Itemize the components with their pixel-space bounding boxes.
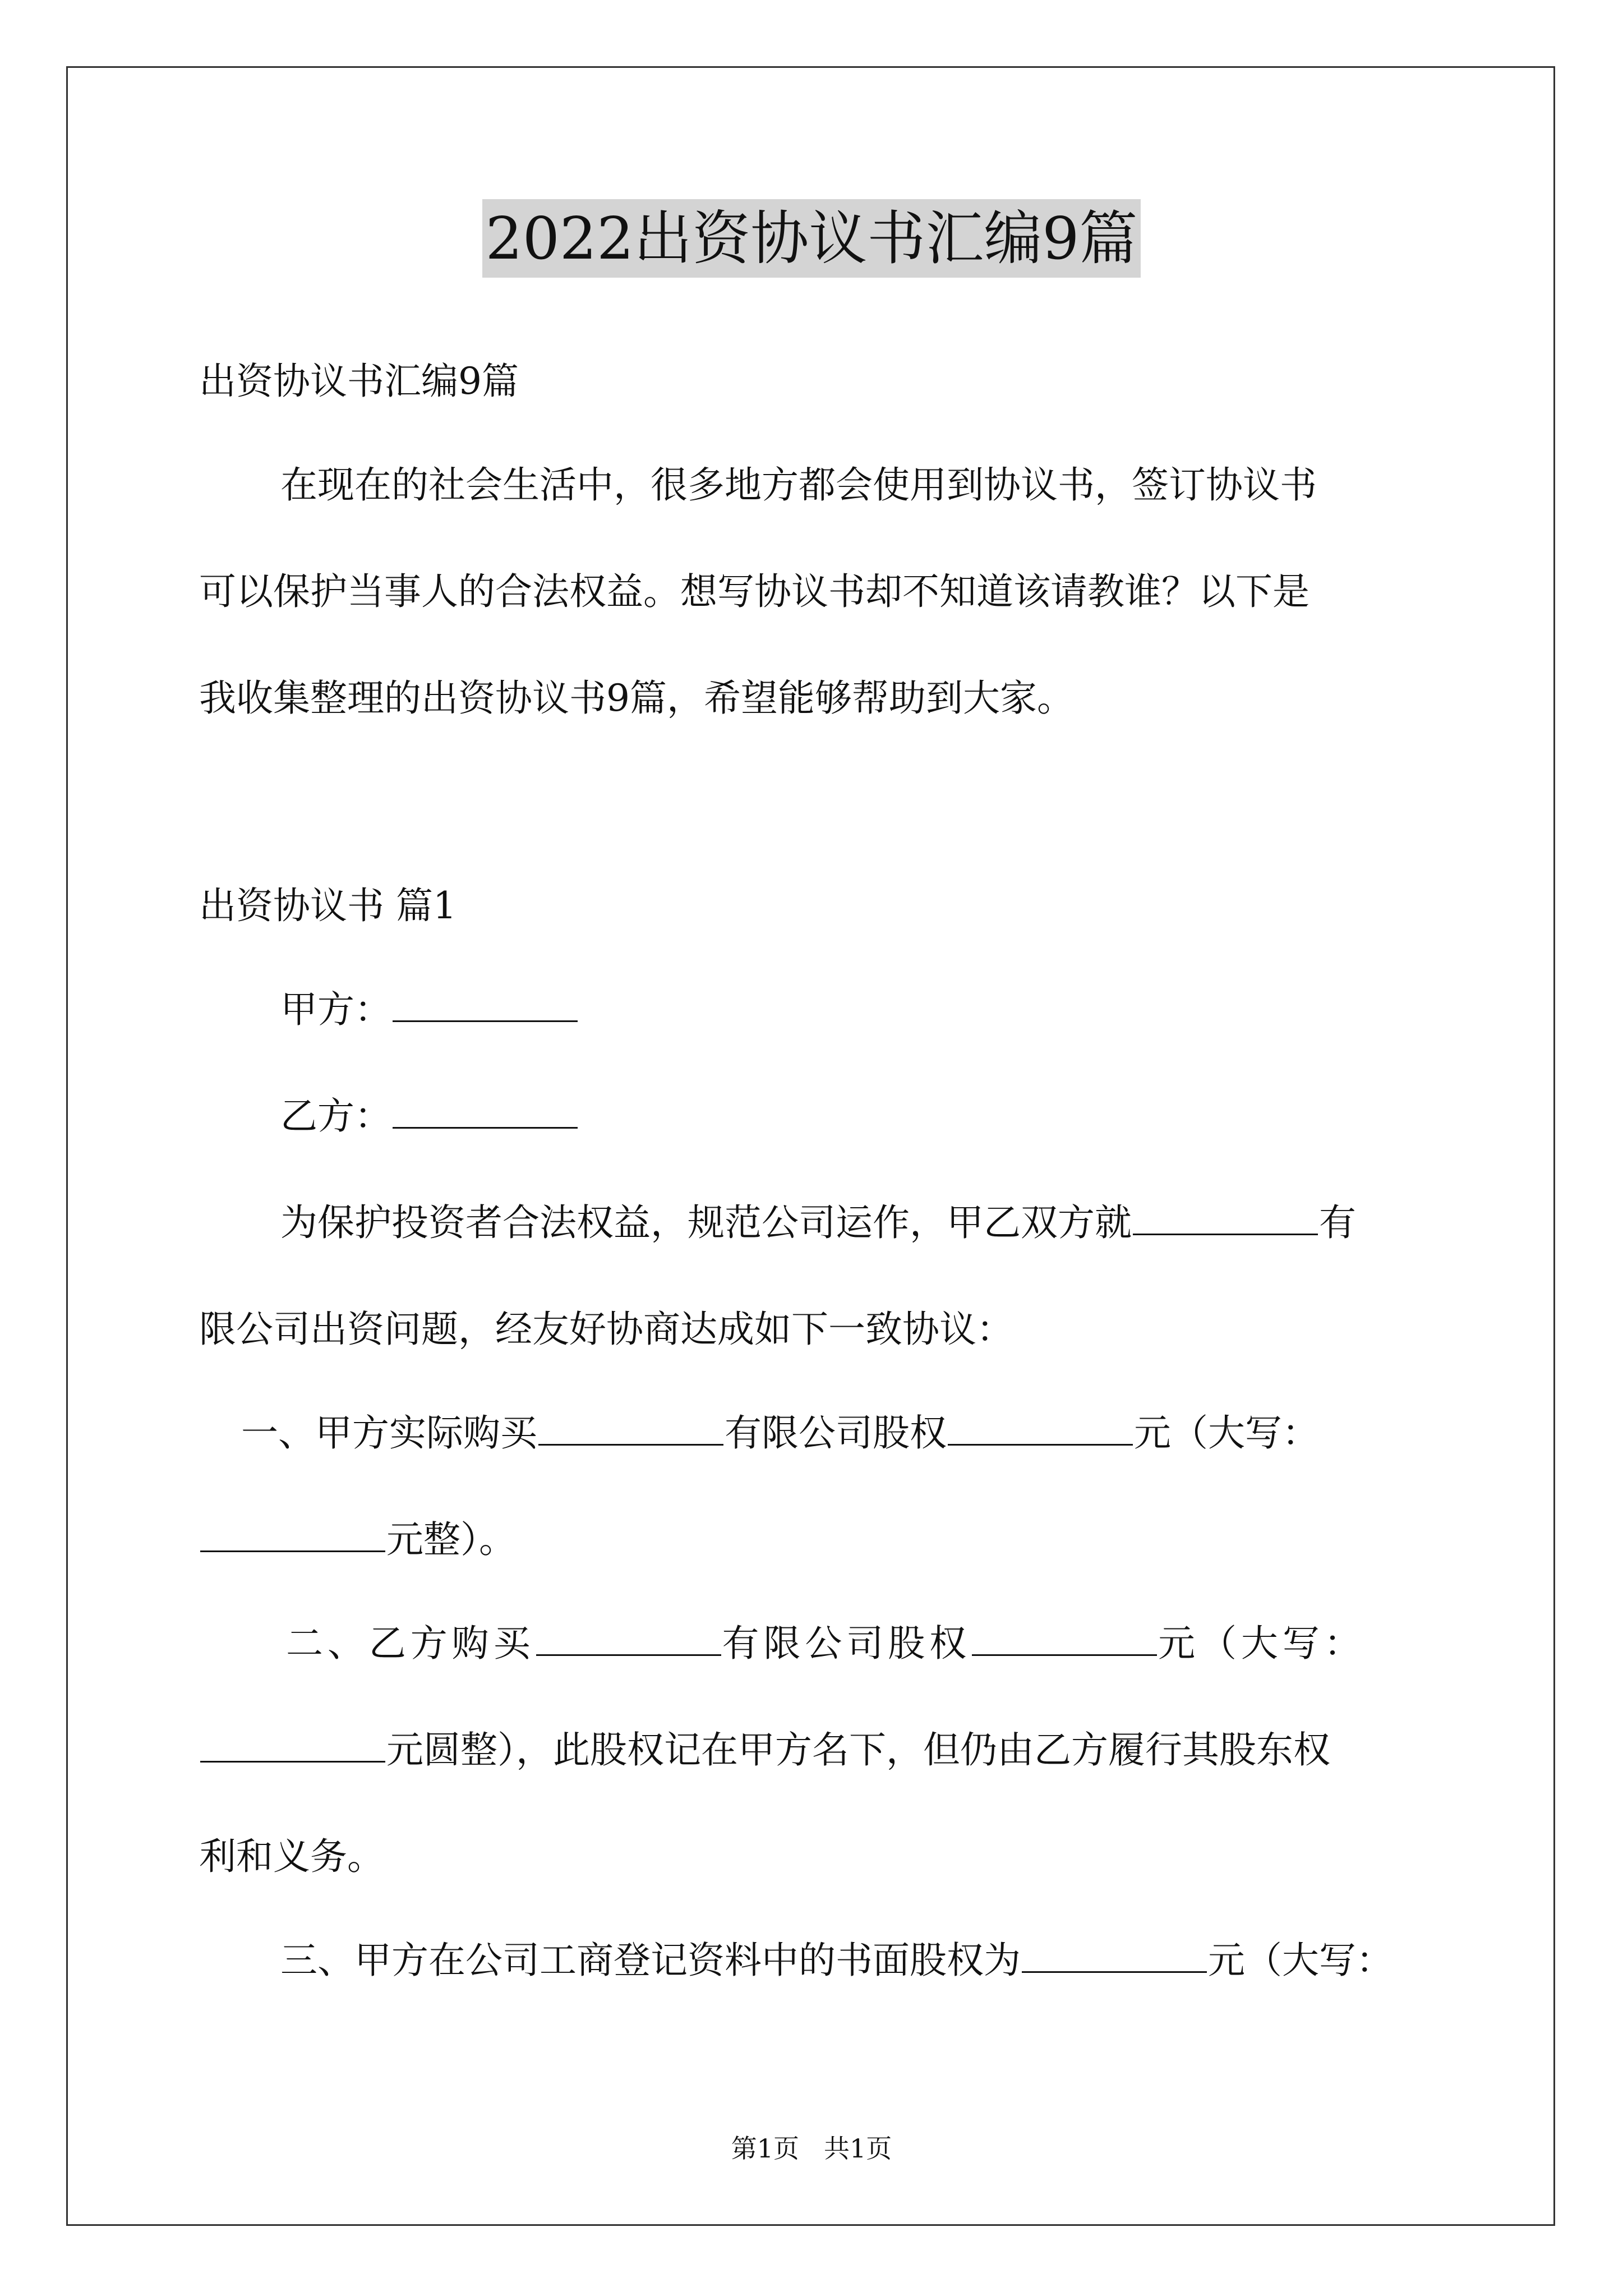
party-a-line xyxy=(280,984,579,1035)
party-b-blank xyxy=(393,1124,578,1129)
company-name-blank xyxy=(1133,1230,1318,1235)
clause2-text-d: 元圆整），此股权记在甲方名下，但仍由乙方履行其股东权 xyxy=(386,1728,1330,1772)
party-a-blank xyxy=(393,1017,578,1022)
clause1-text-a: 一、甲方实际购买 xyxy=(241,1411,537,1455)
clause1-text-c: 元（大写： xyxy=(1134,1411,1319,1455)
clause2-text-b: 有限公司股权 xyxy=(722,1622,971,1665)
page-total: 共1页 xyxy=(824,2133,892,2164)
clause3-amount-blank xyxy=(1022,1968,1207,1973)
clause3-text-b: 元（大写： xyxy=(1208,1939,1393,1982)
intro-line-2: 可以保护当事人的合法权益。想写协议书却不知道该请教谁？以下是 xyxy=(199,570,1310,613)
purpose-text-1: 为保护投资者合法权益，规范公司运作，甲乙双方就 xyxy=(280,1201,1132,1244)
clause1-line-1 xyxy=(241,1408,1319,1458)
clause2-capital-blank xyxy=(200,1757,385,1763)
clause1-company-blank xyxy=(538,1441,723,1446)
document-subtitle: 出资协议书汇编9篇 xyxy=(199,360,519,403)
clause2-line-3: 利和义务。 xyxy=(199,1835,384,1878)
party-b-line xyxy=(280,1091,579,1142)
clause1-line-2 xyxy=(199,1515,516,1565)
intro-line-3: 我收集整理的出资协议书9篇，希望能够帮助到大家。 xyxy=(199,677,1074,720)
page-number: 第1页 xyxy=(731,2133,799,2164)
clause3-line-1 xyxy=(280,1935,1393,1986)
clause1-text-d: 元整）。 xyxy=(386,1518,516,1561)
clause2-text-a: 二、乙方购买 xyxy=(286,1622,535,1665)
clause2-amount-blank xyxy=(972,1651,1157,1656)
intro-line-1: 在现在的社会生活中，很多地方都会使用到协议书，签订协议书 xyxy=(280,463,1317,507)
party-b-label: 乙方： xyxy=(280,1094,391,1138)
document-title: 2022出资协议书汇编9篇 xyxy=(482,199,1141,278)
clause1-text-b: 有限公司股权 xyxy=(725,1411,947,1455)
purpose-line-2: 限公司出资问题，经友好协商达成如下一致协议： xyxy=(199,1308,1013,1351)
clause2-line-2 xyxy=(199,1725,1330,1775)
clause2-company-blank xyxy=(536,1651,721,1656)
clause2-text-c: 元（大写： xyxy=(1158,1622,1366,1665)
party-a-label: 甲方： xyxy=(280,988,391,1031)
purpose-line-1 xyxy=(280,1198,1356,1248)
page-footer xyxy=(0,2132,1623,2165)
clause1-capital-blank xyxy=(200,1547,385,1552)
clause1-amount-blank xyxy=(948,1441,1133,1446)
section-heading: 出资协议书 篇1 xyxy=(199,884,457,927)
clause2-line-1 xyxy=(286,1618,1366,1669)
clause3-text-a: 三、甲方在公司工商登记资料中的书面股权为 xyxy=(280,1939,1021,1982)
purpose-text-2: 有 xyxy=(1319,1201,1356,1244)
document-title-wrap xyxy=(0,199,1623,278)
